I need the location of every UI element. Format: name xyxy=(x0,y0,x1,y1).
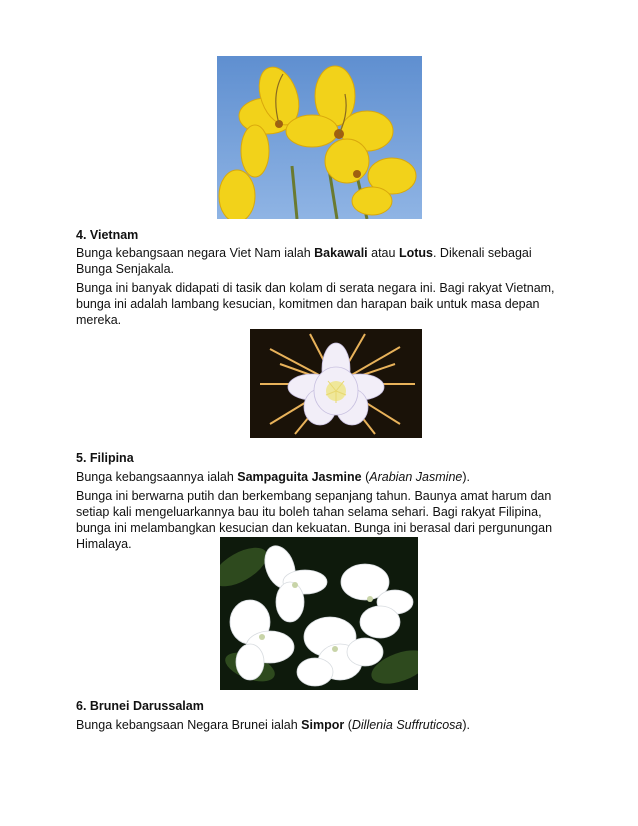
bold-text-simpor: Simpor xyxy=(301,718,345,732)
filipina-paragraph-2: Bunga ini berwarna putih dan berkembang sepanjang tahun. Baunya amat harum dan setiap kali mengeluarkannya bau itu boleh tahan selama sehari. Bagi rakyat Filipina, bunga ini melambangkan kesucian dan kekuatan. Bunga ini berasal dari pergunungan Himalaya. xyxy=(76,489,553,551)
vietnam-paragraph-1 xyxy=(76,245,556,277)
jasmine-flower-image xyxy=(220,537,418,690)
bold-text-lotus: Lotus xyxy=(398,246,433,260)
text-span: ). xyxy=(462,718,470,732)
text-span: Bunga kebangsaannya ialah xyxy=(76,470,238,484)
text-span: Bunga kebangsaan Negara Brunei ialah xyxy=(76,718,302,732)
section-heading-filipina: 5. Filipina xyxy=(76,451,134,465)
section-heading-brunei: 6. Brunei Darussalam xyxy=(76,699,204,713)
brunei-paragraph-1 xyxy=(76,717,556,733)
bold-text-bakawali: Bakawali xyxy=(314,246,368,260)
text-span: ). xyxy=(462,470,470,484)
text-span: ( xyxy=(344,718,352,732)
bold-text-sampaguita: Sampaguita Jasmine xyxy=(237,470,362,484)
text-span: . Dikenali sebagai Bunga Senjakala. xyxy=(76,246,532,276)
italic-text-arabian-jasmine: Arabian Jasmine xyxy=(369,470,463,484)
white-flower-image xyxy=(250,329,422,438)
yellow-flower-image xyxy=(217,56,422,219)
text-span: Bunga kebangsaan negara Viet Nam ialah xyxy=(76,246,315,260)
text-span: atau xyxy=(367,246,399,260)
filipina-paragraph-1 xyxy=(76,469,556,485)
vietnam-paragraph-2: Bunga ini banyak didapati di tasik dan kolam di serata negara ini. Bagi rakyat Vietnam, bunga ini adalah lambang kesucian, komitmen dan harapan baik untuk masa depan mereka. xyxy=(76,281,555,327)
text-span: ( xyxy=(361,470,370,484)
section-heading-vietnam: 4. Vietnam xyxy=(76,228,139,242)
italic-text-dillenia: Dillenia Suffruticosa xyxy=(351,718,463,732)
